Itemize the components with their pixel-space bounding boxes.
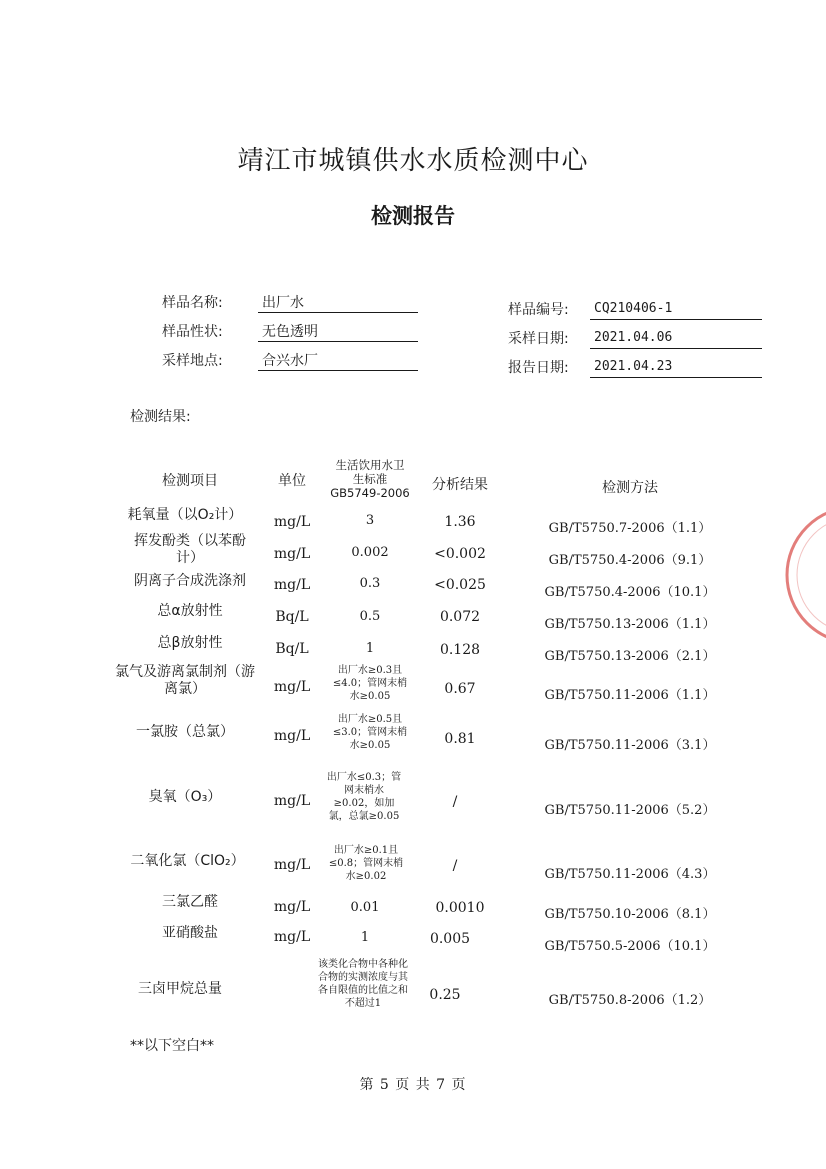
row-method: GB/T5750.11-2006（1.1） — [544, 688, 716, 703]
row-item: 二氧化氯（ClO₂） — [130, 853, 245, 869]
row-method: GB/T5750.11-2006（4.3） — [544, 867, 716, 882]
row-result: 0.25 — [429, 987, 461, 1003]
row-result: 0.005 — [429, 931, 471, 947]
row-unit: mg/L — [273, 546, 311, 562]
row-method: GB/T5750.5-2006（10.1） — [544, 939, 716, 954]
row-unit: mg/L — [273, 929, 311, 945]
sampling-date-label: 采样日期: — [508, 331, 569, 347]
row-unit: Bq/L — [275, 609, 309, 625]
sample-no-underline — [590, 319, 762, 320]
report-date-label: 报告日期: — [508, 360, 569, 376]
row-unit: mg/L — [273, 514, 311, 530]
sample-name-underline — [258, 312, 418, 313]
row-result: 1.36 — [444, 514, 476, 530]
row-method: GB/T5750.7-2006（1.1） — [548, 521, 712, 536]
sample-no-label: 样品编号: — [508, 302, 569, 318]
row-standard: 3 — [365, 513, 375, 528]
row-standard: 该类化合物中各种化合物的实测浓度与其各自限值的比值之和不超过1 — [318, 959, 408, 1009]
row-unit: mg/L — [273, 728, 311, 744]
row-result: 0.0010 — [435, 900, 485, 916]
row-unit: mg/L — [273, 679, 311, 695]
header-item: 检测项目 — [162, 473, 218, 489]
report-date-underline — [590, 377, 762, 378]
row-item: 氯气及游离氯制剂（游离氯） — [115, 664, 255, 697]
row-method: GB/T5750.11-2006（5.2） — [544, 803, 716, 818]
row-item: 亚硝酸盐 — [162, 925, 218, 941]
sample-name-label: 样品名称: — [162, 295, 223, 311]
sampling-date-underline — [590, 348, 762, 349]
blank-note: **以下空白** — [130, 1038, 214, 1054]
row-result: <0.025 — [434, 577, 486, 593]
report-title: 检测报告 — [371, 204, 455, 228]
row-unit: mg/L — [273, 577, 311, 593]
row-result: <0.002 — [434, 546, 486, 562]
row-result: 0.128 — [439, 642, 481, 658]
row-method: GB/T5750.4-2006（10.1） — [544, 585, 716, 600]
org-title: 靖江市城镇供水水质检测中心 — [237, 146, 589, 176]
row-item: 三氯乙醛 — [162, 894, 218, 910]
header-result: 分析结果 — [432, 477, 488, 493]
row-method: GB/T5750.10-2006（8.1） — [544, 907, 716, 922]
row-standard: 出厂水≥0.3且≤4.0；管网末梢水≥0.05 — [332, 665, 408, 702]
row-item: 一氯胺（总氯） — [136, 724, 234, 740]
sample-state-label: 样品性状: — [162, 324, 223, 340]
row-standard: 出厂水≤0.3；管网末梢水≥0.02，如加氯，总氯≥0.05 — [326, 772, 402, 822]
row-standard: 1 — [365, 641, 375, 656]
seal-stamp-icon — [780, 500, 826, 650]
row-result: 0.81 — [444, 731, 476, 747]
row-standard: 1 — [360, 930, 370, 945]
sampling-site-value: 合兴水厂 — [262, 353, 318, 369]
row-method: GB/T5750.4-2006（9.1） — [548, 553, 712, 568]
row-standard: 出厂水≥0.1且≤0.8；管网末梢水≥0.02 — [328, 845, 404, 882]
row-result: 0.072 — [439, 609, 481, 625]
sample-name-value: 出厂水 — [262, 295, 304, 311]
row-item: 耗氧量（以O₂计） — [127, 507, 243, 523]
row-unit: Bq/L — [275, 641, 309, 657]
row-standard: 0.01 — [350, 900, 380, 915]
row-unit: mg/L — [273, 899, 311, 915]
row-item: 挥发酚类（以苯酚计） — [134, 533, 246, 566]
row-result: 0.67 — [444, 681, 476, 697]
sample-no-value: CQ210406-1 — [594, 301, 673, 316]
header-method: 检测方法 — [602, 480, 658, 496]
row-unit: mg/L — [273, 793, 311, 809]
report-date-value: 2021.04.23 — [594, 359, 673, 374]
row-item: 臭氧（O₃） — [148, 789, 222, 805]
header-standard: 生活饮用水卫生标准GB5749-2006 — [330, 458, 410, 500]
sampling-site-underline — [258, 370, 418, 371]
row-item: 阴离子合成洗涤剂 — [134, 573, 246, 589]
sample-state-value: 无色透明 — [262, 324, 318, 340]
sample-state-underline — [258, 341, 418, 342]
row-standard: 0.3 — [359, 576, 381, 591]
row-method: GB/T5750.11-2006（3.1） — [544, 738, 716, 753]
row-standard: 0.002 — [351, 545, 389, 560]
header-unit: 单位 — [278, 473, 306, 489]
page-number: 第 5 页 共 7 页 — [359, 1077, 467, 1093]
row-standard: 出厂水≥0.5且≤3.0；管网末梢水≥0.05 — [332, 714, 408, 751]
row-item: 总β放射性 — [157, 635, 223, 651]
sampling-date-value: 2021.04.06 — [594, 330, 673, 345]
results-label: 检测结果: — [130, 409, 191, 425]
row-item: 总α放射性 — [157, 603, 223, 619]
sampling-site-label: 采样地点: — [162, 353, 223, 369]
row-method: GB/T5750.8-2006（1.2） — [548, 993, 712, 1008]
row-standard: 0.5 — [359, 609, 381, 624]
row-method: GB/T5750.13-2006（1.1） — [544, 617, 716, 632]
row-item: 三卤甲烷总量 — [138, 981, 222, 997]
row-unit: mg/L — [273, 857, 311, 873]
row-result: / — [452, 794, 458, 810]
row-result: / — [452, 858, 458, 874]
row-method: GB/T5750.13-2006（2.1） — [544, 649, 716, 664]
